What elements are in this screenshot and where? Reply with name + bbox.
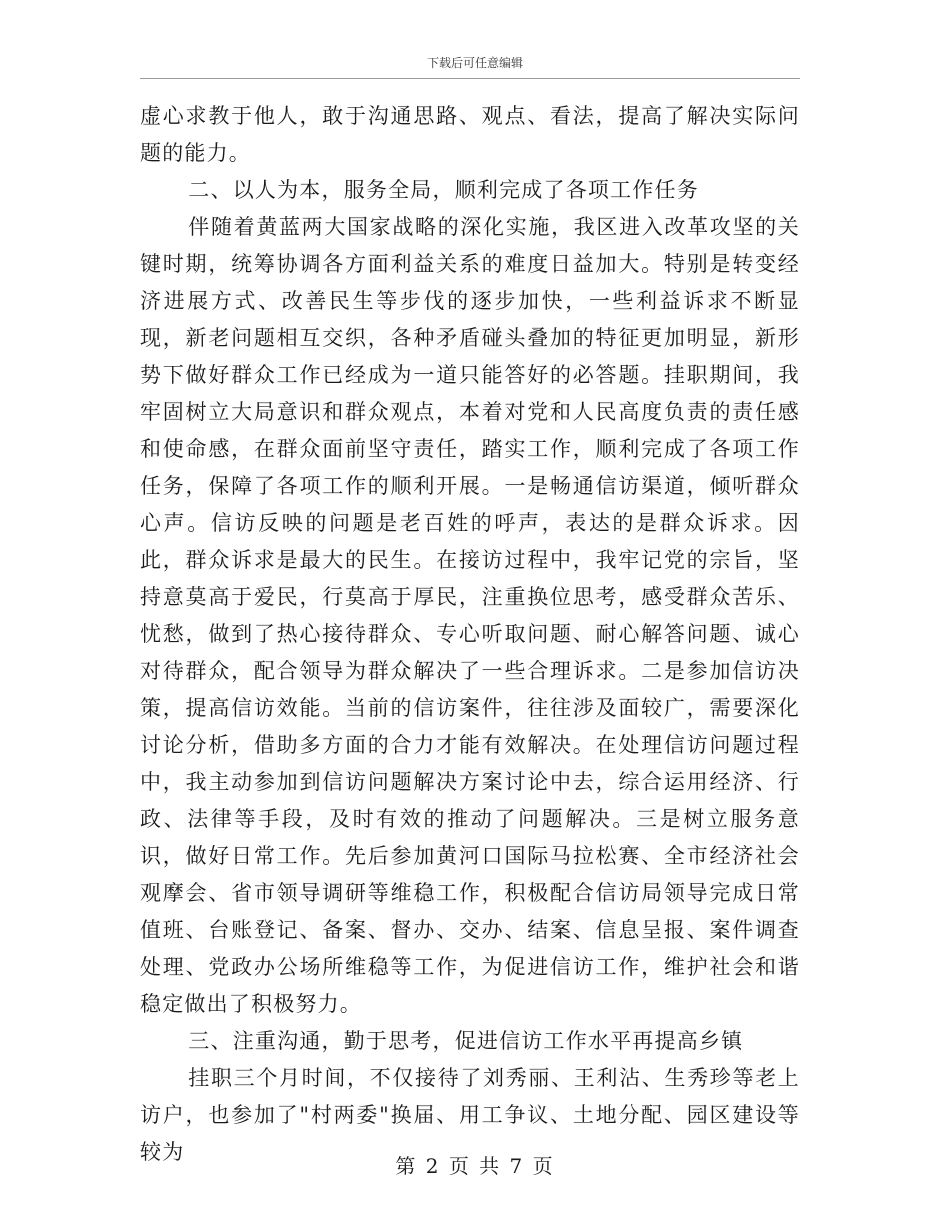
page-footer: 第 2 页 共 7 页 <box>395 1154 555 1178</box>
paragraph: 挂职三个月时间，不仅接待了刘秀丽、王利沾、生秀珍等老上访户，也参加了"村两委"换届、用工争议、土地分配、园区建设等较为 <box>140 1066 800 1164</box>
page-header: 下载后可任意编辑 <box>426 56 523 70</box>
section-heading-3: 三、注重沟通，勤于思考，促进信访工作水平再提高乡镇 <box>188 1029 744 1053</box>
section-heading-2: 二、以人为本，服务全局，顺利完成了各项工作任务 <box>188 178 699 202</box>
paragraph-continuation: 虚心求教于他人，敢于沟通思路、观点、看法，提高了解决实际问题的能力。 <box>140 104 800 165</box>
header-divider <box>140 78 800 79</box>
document-body <box>140 98 800 1171</box>
paragraph: 伴随着黄蓝两大国家战略的深化实施，我区进入改革攻坚的关键时期，统筹协调各方面利益关系的难度日益加大。特别是转变经济进展方式、改善民生等步伐的逐步加快，一些利益诉求不断显现，新老问题相互交织，各种矛盾碰头叠加的特征更加明显，新形势下做好群众工作已经成为一道只能答好的必答题。挂职期间，我牢固树立大局意识和群众观点，本着对党和人民高度负责的责任感和使命感，在群众面前坚守责任，踏实工作，顺利完成了各项工作任务，保障了各项工作的顺利开展。一是畅通信访渠道，倾听群众心声。信访反映的问题是老百姓的呼声，表达的是群众诉求。因此，群众诉求是最大的民生。在接访过程中，我牢记党的宗旨，坚持意莫高于爱民，行莫高于厚民，注重换位思考，感受群众苦乐、忧愁，做到了热心接待群众、专心听取问题、耐心解答问题、诚心对待群众，配合领导为群众解决了一些合理诉求。二是参加信访决策，提高信访效能。当前的信访案件，往往涉及面较广，需要深化讨论分析，借助多方面的合力才能有效解决。在处理信访问题过程中，我主动参加到信访问题解决方案讨论中去，综合运用经济、行政、法律等手段，及时有效的推动了问题解决。三是树立服务意识，做好日常工作。先后参加黄河口国际马拉松赛、全市经济社会观摩会、省市领导调研等维稳工作，积极配合信访局领导完成日常值班、台账登记、备案、督办、交办、结案、信息呈报、案件调查处理、党政办公场所维稳等工作，为促进信访工作，维护社会和谐稳定做出了积极努力。 <box>140 215 800 1016</box>
